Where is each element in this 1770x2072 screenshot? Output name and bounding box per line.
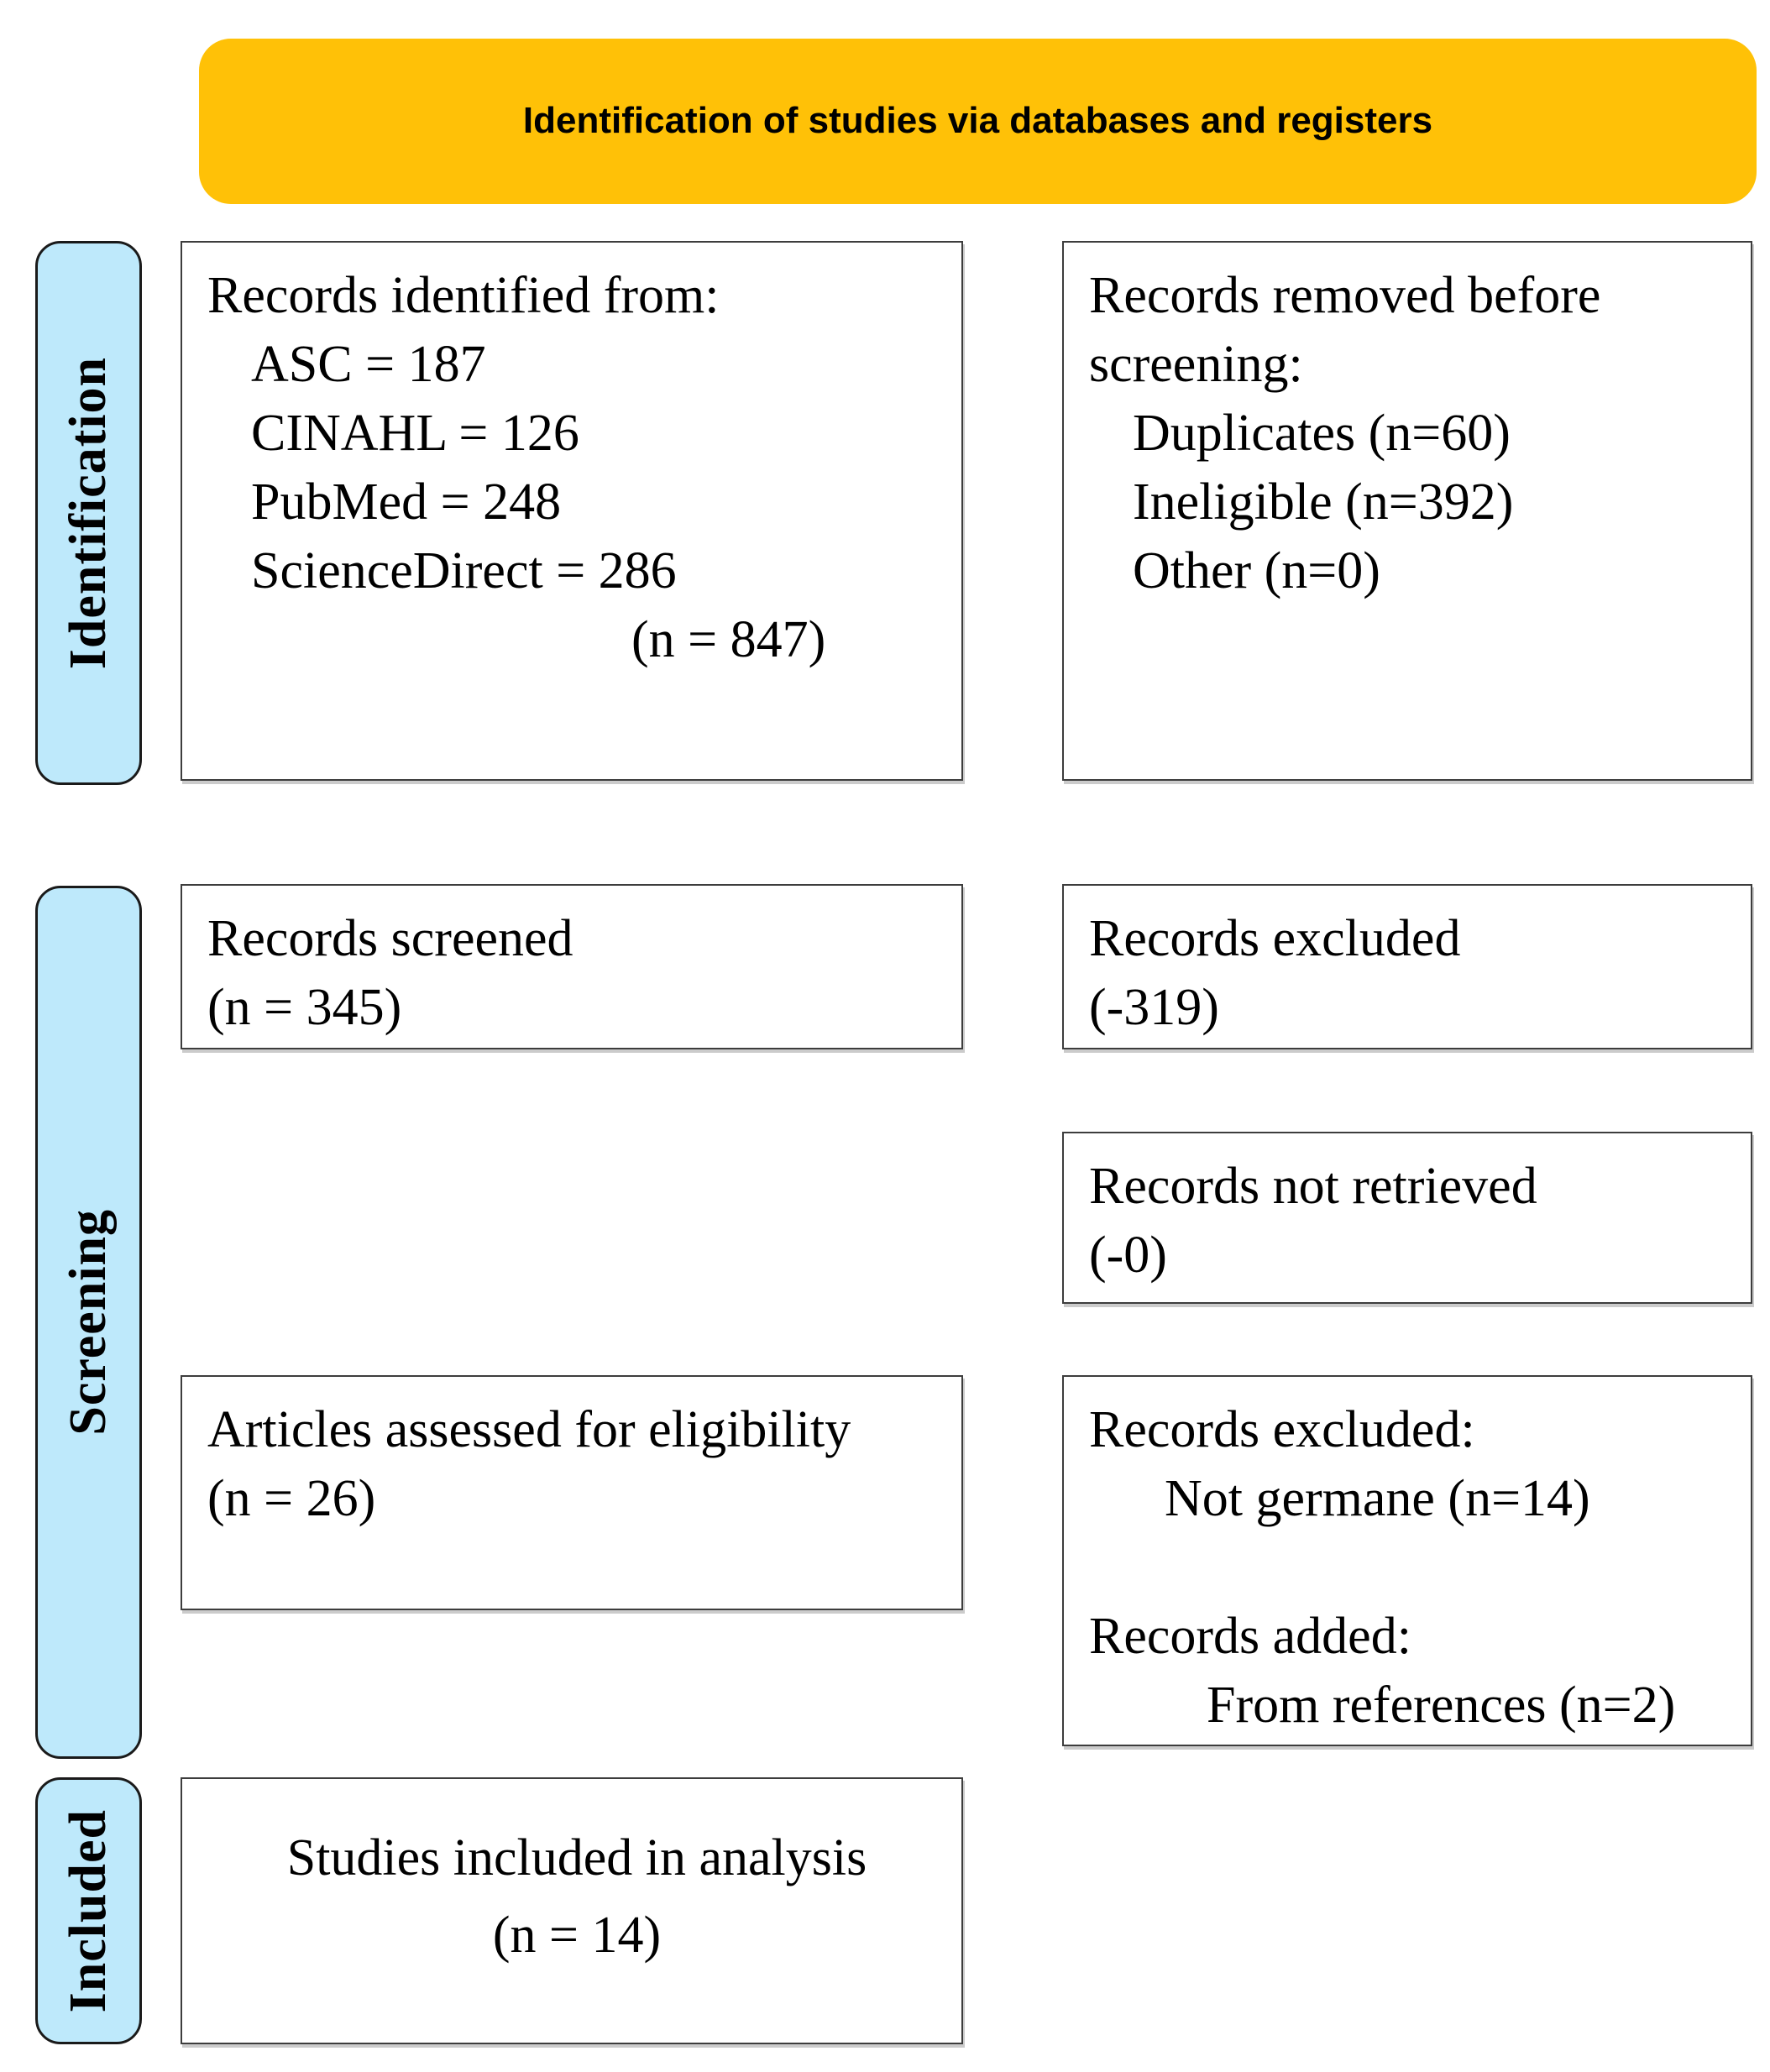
- box-records-identified: [181, 241, 963, 781]
- records-identified-item-cinahl: CINAHL = 126: [251, 405, 579, 462]
- records-identified-title: Records identified from:: [207, 267, 720, 324]
- box-records-not-retrieved: [1062, 1132, 1752, 1304]
- records-excluded2-item: Not germane (n=14): [1165, 1470, 1590, 1527]
- records-screened-title: Records screened: [207, 910, 573, 967]
- records-identified-item-pubmed: PubMed = 248: [251, 474, 562, 531]
- records-excluded-title: Records excluded: [1089, 910, 1461, 967]
- stage-label-identification: [35, 241, 142, 785]
- stage-label-screening-text: Screening: [60, 1209, 117, 1436]
- records-screened-count: (n = 345): [207, 979, 402, 1036]
- records-removed-item-duplicates: Duplicates (n=60): [1133, 405, 1511, 462]
- records-not-retrieved-count: (-0): [1089, 1227, 1167, 1284]
- records-identified-total: (n = 847): [631, 611, 826, 668]
- studies-included-title: Studies included in analysis: [286, 1829, 867, 1886]
- records-excluded-count: (-319): [1089, 979, 1219, 1036]
- studies-included-count: (n = 14): [492, 1907, 662, 1964]
- records-identified-item-asc: ASC = 187: [251, 336, 486, 393]
- box-studies-included: [181, 1777, 963, 2044]
- records-removed-item-other: Other (n=0): [1133, 542, 1380, 599]
- records-removed-item-ineligible: Ineligible (n=392): [1133, 474, 1514, 531]
- records-not-retrieved-title: Records not retrieved: [1089, 1158, 1537, 1215]
- articles-assessed-count: (n = 26): [207, 1470, 376, 1527]
- records-added-item: From references (n=2): [1207, 1677, 1676, 1734]
- records-removed-title: Records removed before screening:: [1089, 267, 1601, 393]
- box-records-excluded-added: [1062, 1375, 1752, 1746]
- articles-assessed-title: Articles assessed for eligibility: [207, 1401, 851, 1458]
- stage-label-screening: [35, 886, 142, 1759]
- records-excluded2-title: Records excluded:: [1089, 1401, 1475, 1458]
- records-added-title: Records added:: [1089, 1608, 1411, 1665]
- stage-label-identification-text: Identification: [60, 356, 117, 670]
- stage-label-included-text: Included: [60, 1808, 117, 2013]
- records-identified-item-sciencedirect: ScienceDirect = 286: [251, 542, 677, 599]
- stage-label-included: [35, 1777, 142, 2044]
- box-records-removed: [1062, 241, 1752, 781]
- box-articles-assessed: [181, 1375, 963, 1610]
- header-banner: [199, 39, 1757, 204]
- box-records-screened: [181, 884, 963, 1049]
- header-title: Identification of studies via databases and registers: [522, 100, 1433, 142]
- box-records-excluded: [1062, 884, 1752, 1049]
